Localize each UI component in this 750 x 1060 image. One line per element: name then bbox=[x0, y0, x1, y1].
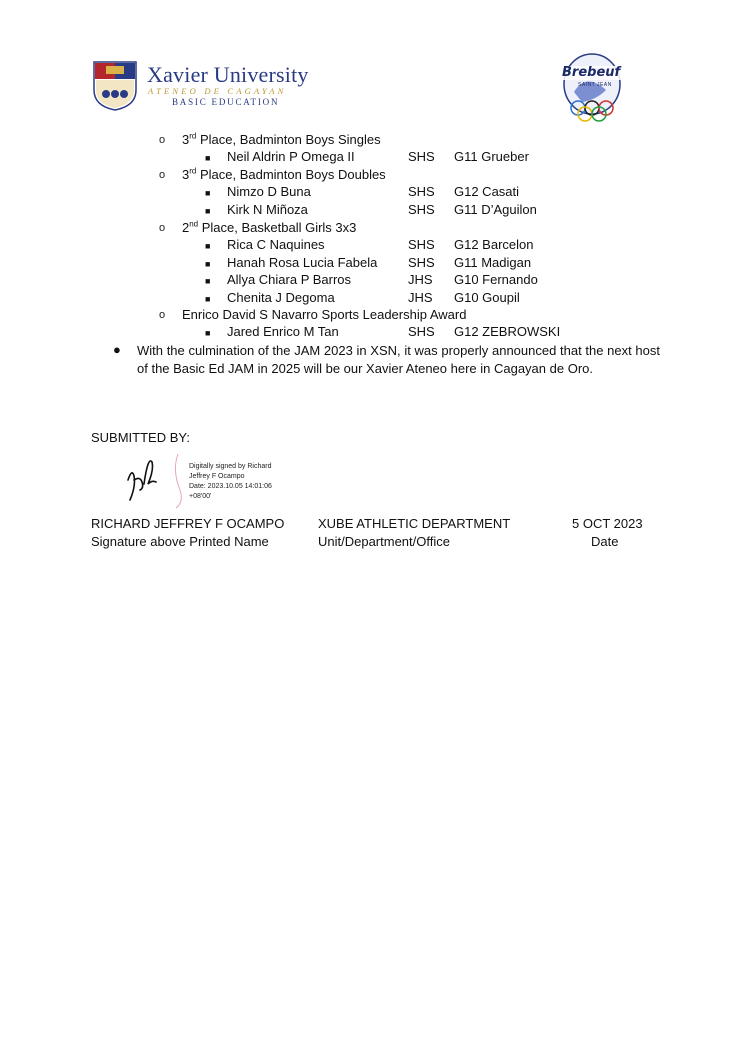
digital-signature-line: Jeffrey F Ocampo bbox=[189, 473, 245, 480]
winner-name: Allya Chiara P Barros bbox=[227, 272, 352, 287]
winner-name: Rica C Naquines bbox=[227, 237, 325, 252]
submitted-by-label: SUBMITTED BY: bbox=[91, 430, 190, 445]
winner-section: G11 D’Aguilon bbox=[454, 202, 537, 217]
division-name: BASIC EDUCATION bbox=[172, 97, 280, 107]
brebeuf-logo-icon bbox=[556, 52, 628, 122]
award-title: 3rd Place, Badminton Boys Doubles bbox=[182, 166, 386, 182]
date-caption: Date bbox=[591, 534, 619, 549]
winner-section: G11 Grueber bbox=[454, 149, 529, 164]
submission-date: 5 OCT 2023 bbox=[572, 516, 643, 531]
winner-level: SHS bbox=[408, 149, 435, 164]
winner-section: G12 ZEBROWSKI bbox=[454, 324, 561, 339]
school-name: Xavier University bbox=[147, 62, 309, 87]
winner-name: Chenita J Degoma bbox=[227, 290, 335, 305]
winner-level: SHS bbox=[408, 255, 435, 270]
announcement-paragraph: With the culmination of the JAM 2023 in XSN, it was properly announced that the next host of the Basic Ed JAM in 2025 will be our Xavier Ateneo here in Cagayan de Oro. bbox=[137, 343, 660, 376]
signatory-name-caption: Signature above Printed Name bbox=[91, 534, 269, 549]
digital-signature-line: +08'00' bbox=[189, 493, 212, 500]
brebeuf-logo-text: Brebeuf bbox=[562, 65, 621, 80]
winner-name: Hanah Rosa Lucia Fabela bbox=[227, 255, 378, 270]
winner-level: JHS bbox=[408, 290, 433, 305]
winner-level: SHS bbox=[408, 202, 435, 217]
winner-name: Neil Aldrin P Omega II bbox=[227, 149, 355, 164]
winner-name: Kirk N Miñoza bbox=[227, 202, 308, 217]
sub-bullet: o bbox=[159, 309, 166, 321]
digital-signature-line: Digitally signed by Richard bbox=[189, 463, 272, 470]
square-bullet: ■ bbox=[205, 206, 211, 216]
sub-bullet: o bbox=[159, 169, 166, 181]
university-seal-icon bbox=[92, 60, 138, 112]
unit-caption: Unit/Department/Office bbox=[318, 534, 450, 549]
winner-name: Jared Enrico M Tan bbox=[227, 324, 339, 339]
square-bullet: ■ bbox=[205, 294, 211, 304]
digital-signature-line: Date: 2023.10.05 14:01:06 bbox=[189, 483, 272, 490]
winner-level: SHS bbox=[408, 324, 435, 339]
winner-level: SHS bbox=[408, 184, 435, 199]
signatory-name: RICHARD JEFFREY F OCAMPO bbox=[91, 516, 285, 531]
award-title: Enrico David S Navarro Sports Leadership Award bbox=[182, 307, 467, 322]
unit-name: XUBE ATHLETIC DEPARTMENT bbox=[318, 516, 511, 531]
winner-section: G12 Barcelon bbox=[454, 237, 534, 252]
winner-level: JHS bbox=[408, 272, 433, 287]
brebeuf-logo-small-text: SAINT JEAN bbox=[578, 82, 612, 88]
sub-bullet: o bbox=[159, 222, 166, 234]
square-bullet: ■ bbox=[205, 153, 211, 163]
school-subtitle: ATENEO DE CAGAYAN bbox=[148, 86, 287, 96]
handwritten-signature-icon bbox=[118, 450, 188, 510]
square-bullet: ■ bbox=[205, 241, 211, 251]
winner-section: G12 Casati bbox=[454, 184, 520, 199]
award-title: 2nd Place, Basketball Girls 3x3 bbox=[182, 219, 357, 235]
square-bullet: ■ bbox=[205, 259, 211, 269]
square-bullet: ■ bbox=[205, 328, 211, 338]
winner-section: G11 Madigan bbox=[454, 255, 532, 270]
bullet-dot: ● bbox=[113, 342, 121, 357]
winner-level: SHS bbox=[408, 237, 435, 252]
square-bullet: ■ bbox=[205, 276, 211, 286]
winner-section: G10 Goupil bbox=[454, 290, 520, 305]
sub-bullet: o bbox=[159, 134, 166, 146]
winner-name: Nimzo D Buna bbox=[227, 184, 311, 199]
award-title: 3rd Place, Badminton Boys Singles bbox=[182, 131, 381, 147]
winner-section: G10 Fernando bbox=[454, 272, 538, 287]
square-bullet: ■ bbox=[205, 188, 211, 198]
